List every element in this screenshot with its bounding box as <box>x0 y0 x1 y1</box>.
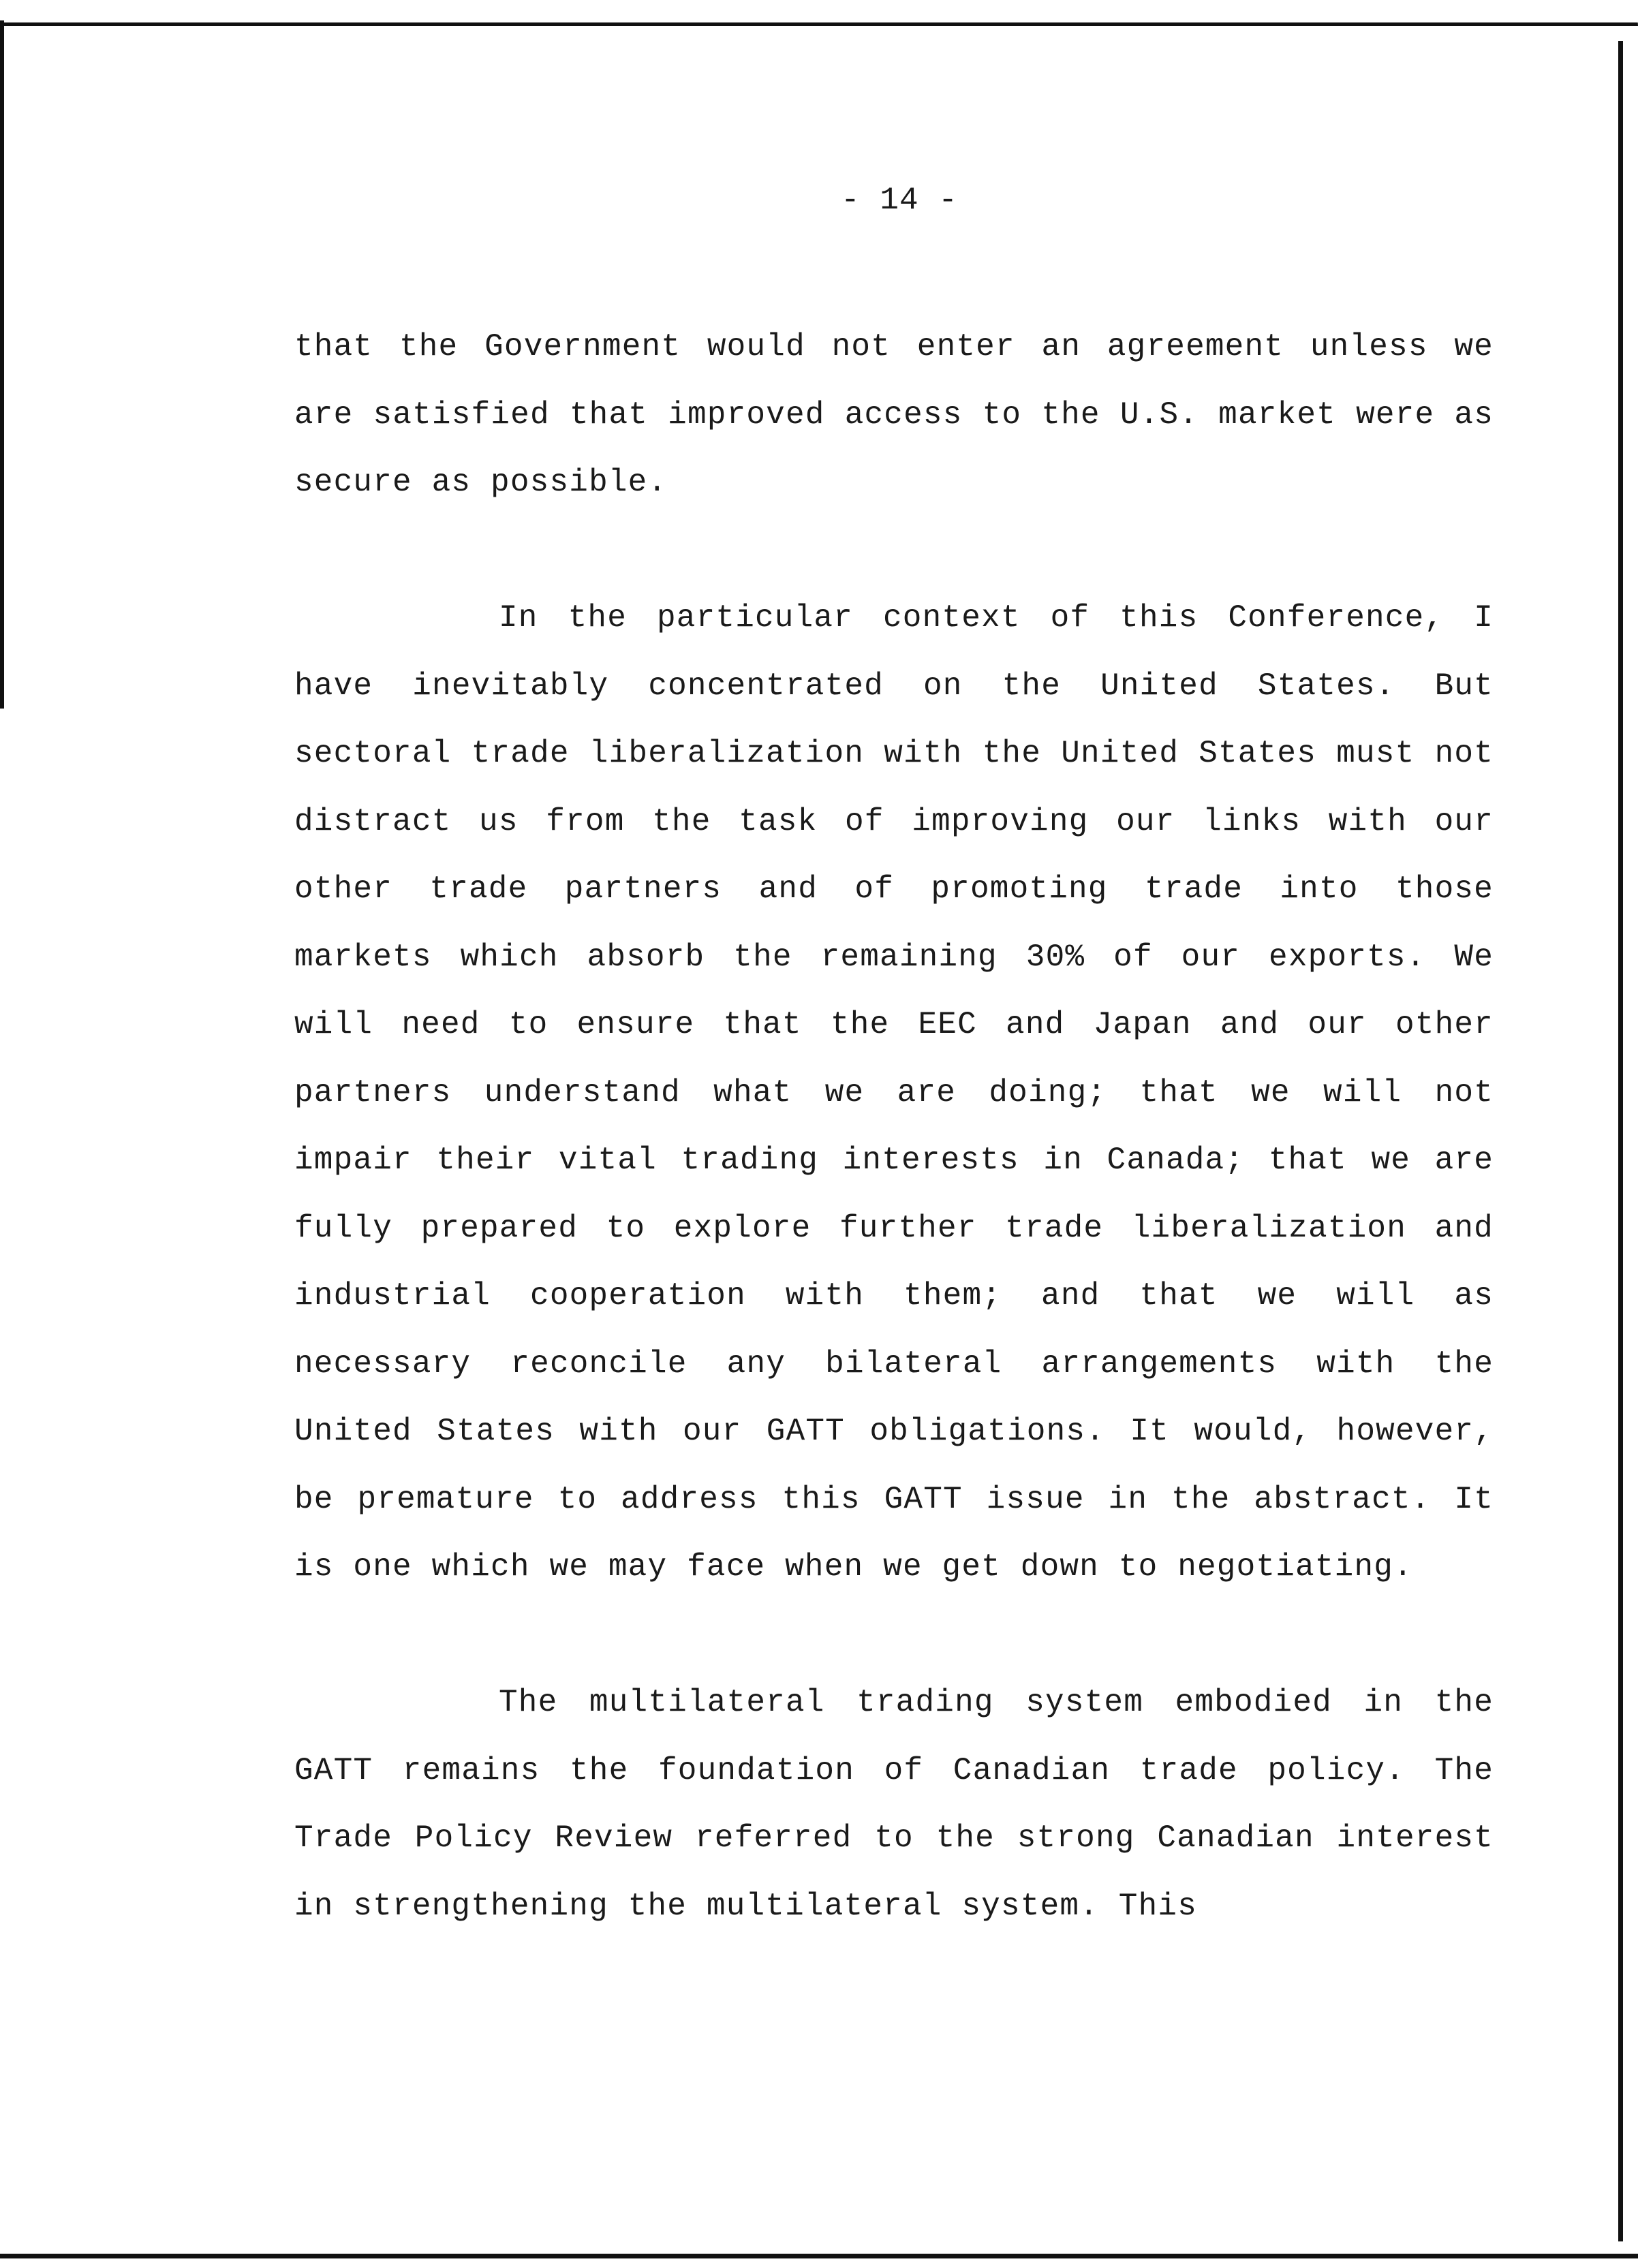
paragraph-conference-context: In the particular context of this Conference, I have inevitably concentrated on the United States. But sectoral trade liberalization with the United States must not distract us from the task of improving our links with our other trade partners and of promoting trade into those markets which absorb the remaining 30% of our exports. We will need to ensure that the EEC and Japan and our other partners understand what we are doing; that we will not impair their vital trading interests in Canada; that we are fully prepared to explore further trade liberalization and industrial cooperation with them; and that we will as necessary reconcile any bilateral arrangements with the United States with our GATT obligations. It would, however, be premature to address this GATT issue in the abstract. It is one which we may face when we get down to negotiating. <box>294 600 1494 1585</box>
paragraph-multilateral-system: The multilateral trading system embodied in the GATT remains the foundation of Canadian trade policy. The Trade Policy Review referred to the strong Canadian interest in strengthening the multilateral system. This <box>294 1685 1494 1924</box>
paragraph-continuation: that the Government would not enter an agreement unless we are satisfied that improved access to the U.S. market were as secure as possible. <box>294 329 1494 500</box>
page-number: - 14 - <box>841 183 958 218</box>
scan-edge-top <box>0 0 1638 26</box>
scan-edge-bottom <box>0 2254 1638 2258</box>
scan-edge-right <box>1618 41 1623 2241</box>
document-body <box>294 313 1494 1940</box>
scan-edge-left <box>0 20 4 709</box>
